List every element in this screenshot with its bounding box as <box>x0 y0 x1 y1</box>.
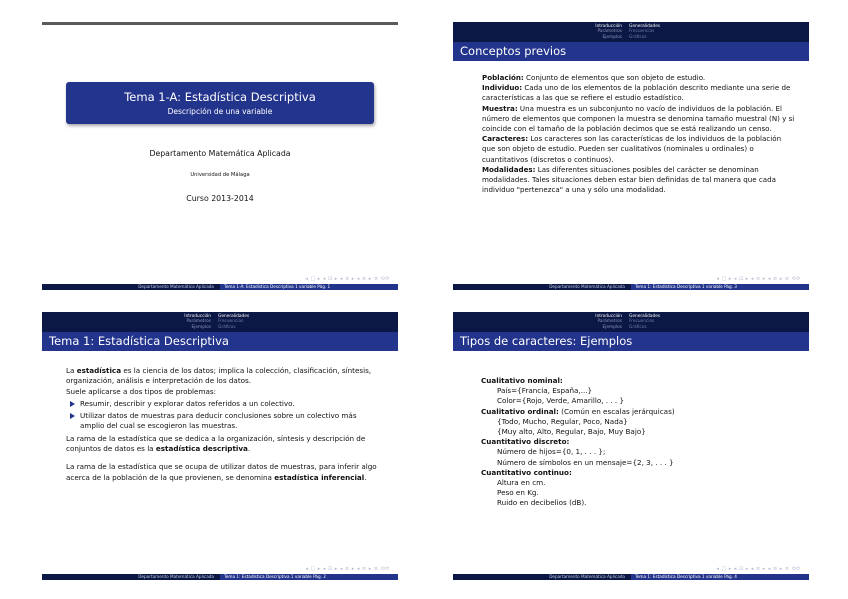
def-poblacion: Población: Conjunto de elementos que son objeto de estudio. <box>482 73 706 82</box>
beamer-nav-icons[interactable]: ◂ □ ▸ ◂ ⊡ ▸ ◂ ≡ ▸ ◂ ≡ ▸ ≡ ⟲⟳ <box>716 276 801 282</box>
definitions <box>482 73 795 195</box>
slide-body <box>481 376 795 509</box>
footer-dept: Departamento Matemática Aplicada <box>138 284 214 289</box>
section-nav <box>453 22 809 42</box>
footer-title: Tema 1: Estadística Descriptiva 1 variable Pág. 2 <box>220 574 398 580</box>
group-heading: Cualitativo nominal: <box>481 376 563 385</box>
footer <box>453 284 809 290</box>
institute: Universidad de Málaga <box>190 172 250 178</box>
beamer-nav-icons[interactable]: ◂ □ ▸ ◂ ⊡ ▸ ◂ ≡ ▸ ◂ ≡ ▸ ≡ ⟲⟳ <box>305 276 390 282</box>
list-item: Resumir, describir y explorar datos referidos a un colectivo. <box>66 399 380 409</box>
footer-dept: Departamento Matemática Aplicada <box>549 284 625 289</box>
example-item: País={Francia, España,...} <box>497 386 593 396</box>
example-item: Peso en Kg. <box>497 488 539 498</box>
section-nav <box>453 312 809 332</box>
slide-4-tipos <box>453 312 809 580</box>
section-nav <box>42 312 398 332</box>
group-heading: Cuantitativo continuo: <box>481 467 572 477</box>
nav-graficos[interactable]: Gráficos <box>218 324 236 330</box>
footer <box>42 284 398 290</box>
nav-generalidades[interactable]: Generalidades <box>218 314 250 319</box>
top-rule <box>42 22 398 25</box>
example-item: {Todo, Mucho, Regular, Poco, Nada} <box>497 416 628 426</box>
nav-introduccion[interactable]: Introducción <box>184 314 211 319</box>
beamer-nav-icons[interactable]: ◂ □ ▸ ◂ ⊡ ▸ ◂ ≡ ▸ ◂ ≡ ▸ ≡ ⟲⟳ <box>716 566 801 572</box>
example-item: Color={Rojo, Verde, Amarillo, . . . } <box>497 396 625 406</box>
slide-body <box>66 366 380 483</box>
footer-title: Tema 1-A: Estadística Descriptiva 1 variable Pág. 1 <box>220 284 398 290</box>
beamer-nav-icons[interactable]: ◂ □ ▸ ◂ ⊡ ▸ ◂ ≡ ▸ ◂ ≡ ▸ ≡ ⟲⟳ <box>305 566 390 572</box>
nav-introduccion[interactable]: Introducción <box>595 24 622 29</box>
slide-title: Tema 1: Estadística Descriptiva <box>42 332 398 351</box>
bullet-icon <box>70 413 75 419</box>
example-item: {Muy alto, Alto, Regular, Bajo, Muy Bajo} <box>497 427 646 437</box>
presentation-title: Tema 1-A: Estadística Descriptiva <box>124 90 316 104</box>
example-item: Número de hijos={0, 1, . . . }; <box>497 447 606 457</box>
slide-1-title <box>42 22 398 290</box>
paragraph-tipos: Suele aplicarse a dos tipos de problemas: <box>66 386 217 396</box>
nav-graficos[interactable]: Gráficos <box>629 324 647 330</box>
footer-dept: Departamento Matemática Aplicada <box>549 574 625 579</box>
nav-generalidades[interactable]: Generalidades <box>629 314 661 319</box>
nav-ejemplos[interactable]: Ejemplos <box>602 324 622 330</box>
example-item: Altura en cm. <box>497 478 546 488</box>
date: Curso 2013-2014 <box>186 194 254 203</box>
paragraph-definicion: La estadística es la ciencia de los datos; implica la colección, clasificación, síntesis, organización, análisis e interpretación de los datos. <box>66 366 372 386</box>
nav-parametros[interactable]: Parámetros <box>186 319 211 325</box>
nav-frecuencias[interactable]: Frecuencias <box>629 29 655 35</box>
slide-title: Conceptos previos <box>453 42 809 61</box>
paragraph-inferencial: La rama de la estadística que se ocupa de utilizar datos de muestras, para inferir algo acerca de la población de la que provienen, se denomina estadística inferencial. <box>66 462 377 482</box>
group-heading: Cuantitativo discreto: <box>481 437 570 447</box>
footer-title: Tema 1: Estadística Descriptiva 1 variable Pág. 4 <box>631 574 809 580</box>
slide-2-estadistica <box>42 312 398 580</box>
nav-parametros[interactable]: Parámetros <box>597 319 622 325</box>
nav-ejemplos[interactable]: Ejemplos <box>602 34 622 40</box>
nav-frecuencias[interactable]: Frecuencias <box>629 319 655 325</box>
group-heading: Cualitativo ordinal: (Común en escalas jerárquicas) <box>481 406 675 416</box>
nav-frecuencias[interactable]: Frecuencias <box>218 319 244 325</box>
nav-generalidades[interactable]: Generalidades <box>629 24 661 29</box>
slide-3-conceptos <box>453 22 809 290</box>
def-muestra: Muestra: Una muestra es un subconjunto no vacío de individuos de la población. El número de elementos que componen la muestra se denomina tamaño muestral (N) y si coincide con el tamaño de la población decimos que se está realizando un censo. <box>482 103 795 134</box>
title-box <box>66 82 374 124</box>
bullet-icon <box>70 401 75 407</box>
nav-ejemplos[interactable]: Ejemplos <box>191 324 211 330</box>
footer <box>42 574 398 580</box>
slide-title: Tipos de caracteres: Ejemplos <box>453 332 809 351</box>
def-individuo: Individuo: Cada uno de los elementos de la población descrito mediante una serie de características a las que se refiere el estudio estadístico. <box>482 83 791 103</box>
def-caracteres: Caracteres: Los caracteres son las características de los individuos de la población que son objeto de estudio. Pueden ser cualitativos (nominales u ordinales) o cuantitativos (discretos o continuos). <box>482 134 782 164</box>
paragraph-descriptiva: La rama de la estadística que se dedica a la organización, síntesis y descripción de conjuntos de datos es la estadística descriptiva. <box>66 433 366 454</box>
nav-parametros[interactable]: Parámetros <box>597 29 622 35</box>
example-item: Número de símbolos en un mensaje={2, 3, . . . } <box>497 457 674 467</box>
footer-dept: Departamento Matemática Aplicada <box>138 574 214 579</box>
list-item: Utilizar datos de muestras para deducir conclusiones sobre un colectivo más amplio del cual se escogieron las muestras. <box>66 411 380 432</box>
author: Departamento Matemática Aplicada <box>149 149 291 158</box>
footer-title: Tema 1: Estadística Descriptiva 1 variable Pág. 3 <box>631 284 809 290</box>
nav-introduccion[interactable]: Introducción <box>595 314 622 319</box>
def-modalidades: Modalidades: Las diferentes situaciones posibles del carácter se denominan modalidades. Tales situaciones deben estar bien definidas de tal manera que cada individuo "pertenezca" a una y sólo una modalidad. <box>482 164 776 195</box>
footer <box>453 574 809 580</box>
nav-graficos[interactable]: Gráficos <box>629 34 647 40</box>
example-item: Ruido en decibelios (dB). <box>497 498 587 508</box>
presentation-subtitle: Descripción de una variable <box>167 107 273 116</box>
problem-list <box>66 399 380 432</box>
